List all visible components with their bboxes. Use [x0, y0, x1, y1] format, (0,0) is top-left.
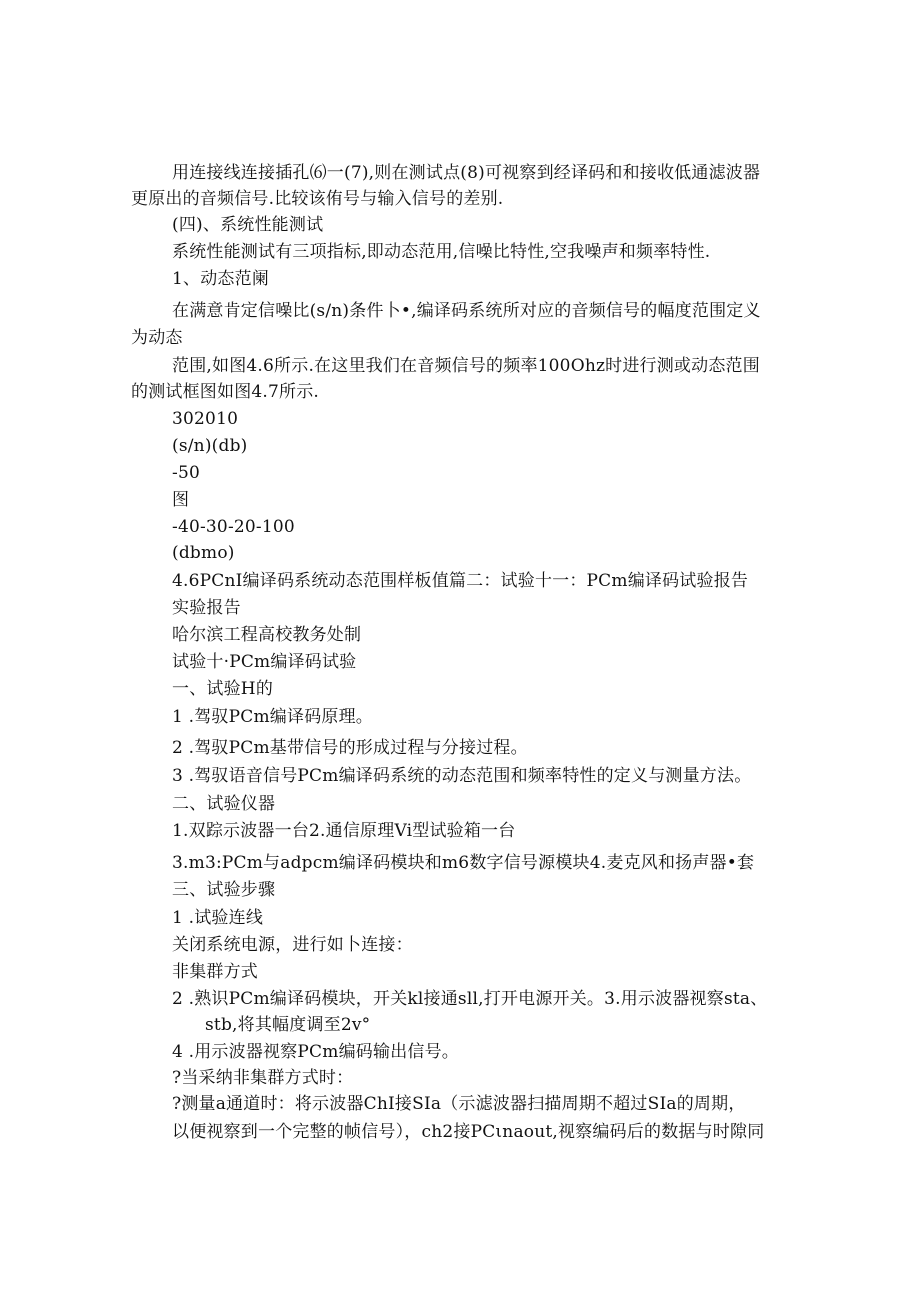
list-item: 3.m3:PCm与adpcm编译码模块和m6数字信号源模块4.麦克风和扬声器•套 — [172, 853, 755, 873]
text-line: 范围,如图4.6所示.在这里我们在音频信号的频率100Ohz时进行测或动态范围 — [172, 356, 760, 376]
list-item-continuation: stb,将其幅度调至2v° — [205, 1015, 371, 1035]
text-line: 关闭系统电源，进行如卜连接： — [172, 935, 413, 955]
list-item: 2 .熟识PCm编译码模块，开关kl接通sll,打开电源开关。3.用示波器视察sta、 — [172, 989, 768, 1009]
text-line: 的测试框图如图4.7所示. — [131, 382, 320, 402]
subsection-heading: 1、动态范阑 — [172, 269, 270, 289]
text-line: 用连接线连接插孔⑹一(7),则在测试点(8)可视察到经译码和和接收低通滤波器 — [172, 163, 761, 183]
section-heading: 三、试验步骤 — [172, 880, 276, 900]
text-line: 非集群方式 — [172, 962, 258, 982]
text-line: 哈尔滨工程高校教务处制 — [172, 625, 362, 645]
figure-residue-line: (dbmo) — [172, 543, 235, 563]
list-item: 2 .驾驭PCm基带信号的形成过程与分接过程。 — [172, 738, 528, 758]
figure-residue-line: -40-30-20-100 — [172, 517, 295, 537]
list-item: 4 .用示波器视察PCm编码输出信号。 — [172, 1042, 459, 1062]
text-line: 更原出的音频信号.比较该侑号与输入信号的差别. — [131, 189, 504, 209]
text-line: 系统性能测试有三项指标,即动态范用,信噪比特性,空我噪声和频率特性. — [172, 242, 711, 262]
section-heading: (四)、系统性能测试 — [172, 215, 324, 235]
list-item: 1.双踪示波器一台2.通信原理Vi型试验箱一台 — [172, 821, 516, 841]
text-line: 4.6PCnI编译码系统动态范围样板值篇二：试验十一：PCm编译码试验报告 — [172, 571, 749, 591]
section-heading: 一、试验H的 — [172, 679, 274, 699]
text-line: 在满意肯定信噪比(s∕n)条件卜•,编译码系统所对应的音频信号的幅度范围定义 — [172, 301, 761, 321]
figure-residue-line: (s∕n)(db) — [172, 436, 248, 456]
experiment-title: 试验十·PCm编译码试验 — [172, 652, 357, 672]
figure-residue-line: -50 — [172, 463, 200, 483]
figure-residue-line: 图 — [172, 490, 190, 510]
text-line: 以便视察到一个完整的帧信号），ch2接PCιnaout,视察编码后的数据与时隙同 — [172, 1122, 765, 1142]
text-line: ?当采纳非集群方式时： — [172, 1068, 354, 1088]
figure-residue-line: 302010 — [172, 409, 239, 429]
text-line: ?测量a通道时：将示波器ChI接SIa（示滤波器扫描周期不超过SIa的周期， — [172, 1094, 746, 1114]
list-item: 1 .试验连线 — [172, 908, 264, 928]
section-heading: 二、试验仪器 — [172, 794, 276, 814]
list-item: 3 .驾驭语音信号PCm编译码系统的动态范围和频率特性的定义与测量方法。 — [172, 766, 752, 786]
report-title: 实验报告 — [172, 598, 241, 618]
text-line: 为动态 — [131, 328, 183, 348]
list-item: 1 .驾驭PCm编译码原理。 — [172, 707, 373, 727]
